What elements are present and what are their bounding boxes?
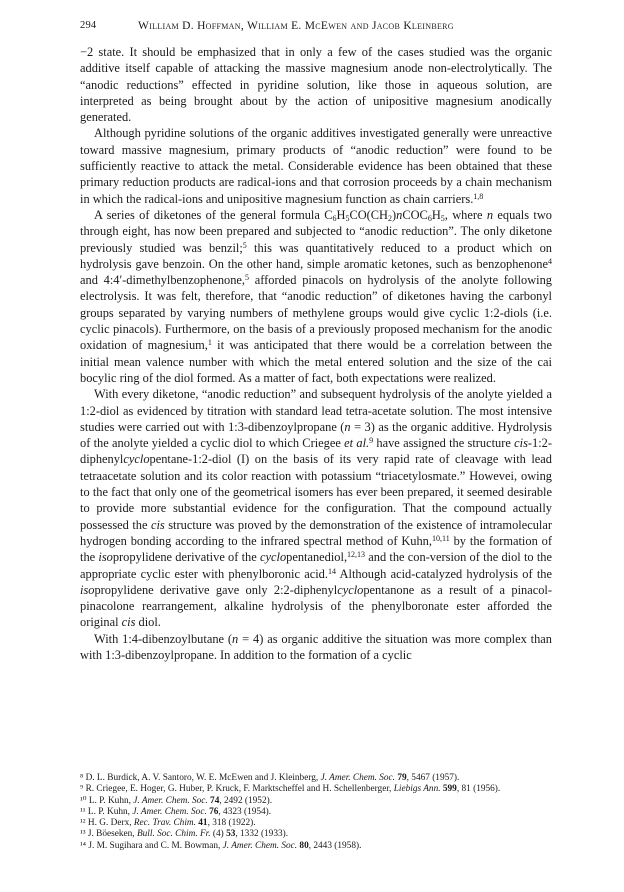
footnote: ⁹ R. Criegee, E. Hoger, G. Huber, P. Kruck, F. Marktscheffel and H. Schellenberger, Liebigs Ann. 599, 81 (1956).	[80, 784, 501, 795]
citation: 5	[245, 273, 249, 283]
paragraph-5: With 1:4-dibenzoylbutane (n = 4) as organic additive the situation was more complex than with 1:3-dibenzoylpropane. In addition to the formation of a cyclic	[80, 631, 552, 662]
citation: 12,13	[347, 550, 366, 560]
citation: 9	[369, 436, 374, 446]
footnote: ¹⁰ L. P. Kuhn, J. Amer. Chem. Soc. 74, 2492 (1952).	[80, 795, 273, 806]
article-body	[80, 44, 552, 663]
footnote: ¹³ J. Böeseken, Bull. Soc. Chim. Fr. (4) 53, 1332 (1933).	[80, 829, 289, 840]
paragraph-4: With every diketone, “anodic reduction” and subsequent hydrolysis of the anolyte yielded a 1:2-diol as evidenced by titration with standard lead tetra-acetate solution. The most intensive studies were carried out with 1:3-dibenzoylpropane (n = 3) as the organic additive. Hydrolysis of the anolyte yielded a cyclic diol to which Criegee et al.$^9$ have assigned the structure cis-1:2-diphenylcyclopentane-1:2-diol (I) on the basis of its very rapid rate of cleavage with lead tetraacetate solution and its color reaction with potassium “triacetylosmate.” Howevei, owing to the fact that only one of the geometrical isomers has ever been prepared, it seemed desirable to provide more substantial evidence for the configuration. That the compound actually possessed the cis structure was pɪoved by the demonstration of the existence of intramolecular hydrogen bonding according to the infrared spectral method of Kuhn,$^{10,11}$ by the formation of the isopropylidene derivative of the cyclopentanediol,$^{12,13}$ and the con-version of the diol to the appropriate cyclic ester with phenylboronic acid.$^{14}$ Although acid-catalyzed hydrolysis of the isopropylidene derivative gave only 2:2-diphenylcyclopentanone as a result of a pinacol-pinacolone rearrangement, alkaline hydrolysis of the phenylboronate ester afforded the original cis diol.	[80, 387, 553, 630]
citation: 10,11	[431, 533, 450, 543]
footnote: ¹⁴ J. M. Sugihara and C. M. Bowman, J. Amer. Chem. Soc. 80, 2443 (1958).	[80, 840, 362, 851]
citation: 1,8	[473, 191, 484, 201]
footnotes	[80, 773, 552, 852]
footnote: ⁸ D. L. Burdick, A. V. Santoro, W. E. McEwen and J. Kleinberg, J. Amer. Chem. Soc. 79, 5467 (1957).	[80, 773, 460, 783]
paragraph-2: Although pyridine solutions of the organic additives investigated generally were unreactive toward massive magnesium, primary products of “anodic reduction” were found to be sufficiently reactive to attack the metal. Considerable evidence has been obtained that these primary reduction products are radical-ions and that corrosion proceeds by a chain mechanism in which the radical-ions and unipositive magnesium function as chain carriers.$^{1,8}$	[80, 126, 552, 206]
footnote: ¹¹ L. P. Kuhn, J. Amer. Chem. Soc. 76, 4323 (1954).	[80, 806, 272, 817]
footnote: ¹² H. G. Derx, Rec. Trav. Chim. 41, 318 (1922).	[80, 818, 256, 829]
paragraph-3: A series of diketones of the general formula $C_6H_5CO(CH_2)nCOC_6H_5$, where n equals two through eight, has now been prepared and subjected to “anodic reduction”. The only diketone previously studied was benzil;$^5$ this was quantitatively reduced to a product which on hydrolysis gave benzoin. On the other hand, simple aromatic ketones, such as benzophenone$^4$ and 4:4′-dimethylbenzophenone,$^5$ afforded pinacols on hydrolysis of the anolyte following electrolysis. It was felt, therefore, that “anodic reduction” of diketones having the carbonyl groups separated by varying numbers of methylene groups would give cyclic 1:2-diols (i.e. cyclic pinacols). Furthermore, on the basis of a previously proposed mechanism for the anodic oxidation of magnesium,$^1$ it was anticipated that there would be a correlation between the initial mean valence number with which the metal entered solution and the size of the cai bocylic ring of the diol formed. As a matter of fact, both expectations were realized.	[80, 207, 553, 385]
citation: 5	[242, 240, 247, 250]
citation: 1	[207, 338, 212, 348]
page-number: 294	[80, 20, 97, 31]
citation: 14	[327, 566, 336, 576]
paragraph-1: −2 state. It should be emphasized that in only a few of the cases studied was the organic additive itself capable of attacking the massive magnesium anode non-electrolytically. The “anodic reductions” effected in pyridine solution, like those in aqueous solution, are interpreted as being brought about by the action of unipositive magnesium anodically generated.	[80, 45, 552, 125]
running-header-authors: William D. Hoffman, William E. McEwen and Jacob Kleinberg	[138, 20, 454, 32]
citation: 4	[548, 256, 552, 266]
running-header	[80, 20, 552, 36]
